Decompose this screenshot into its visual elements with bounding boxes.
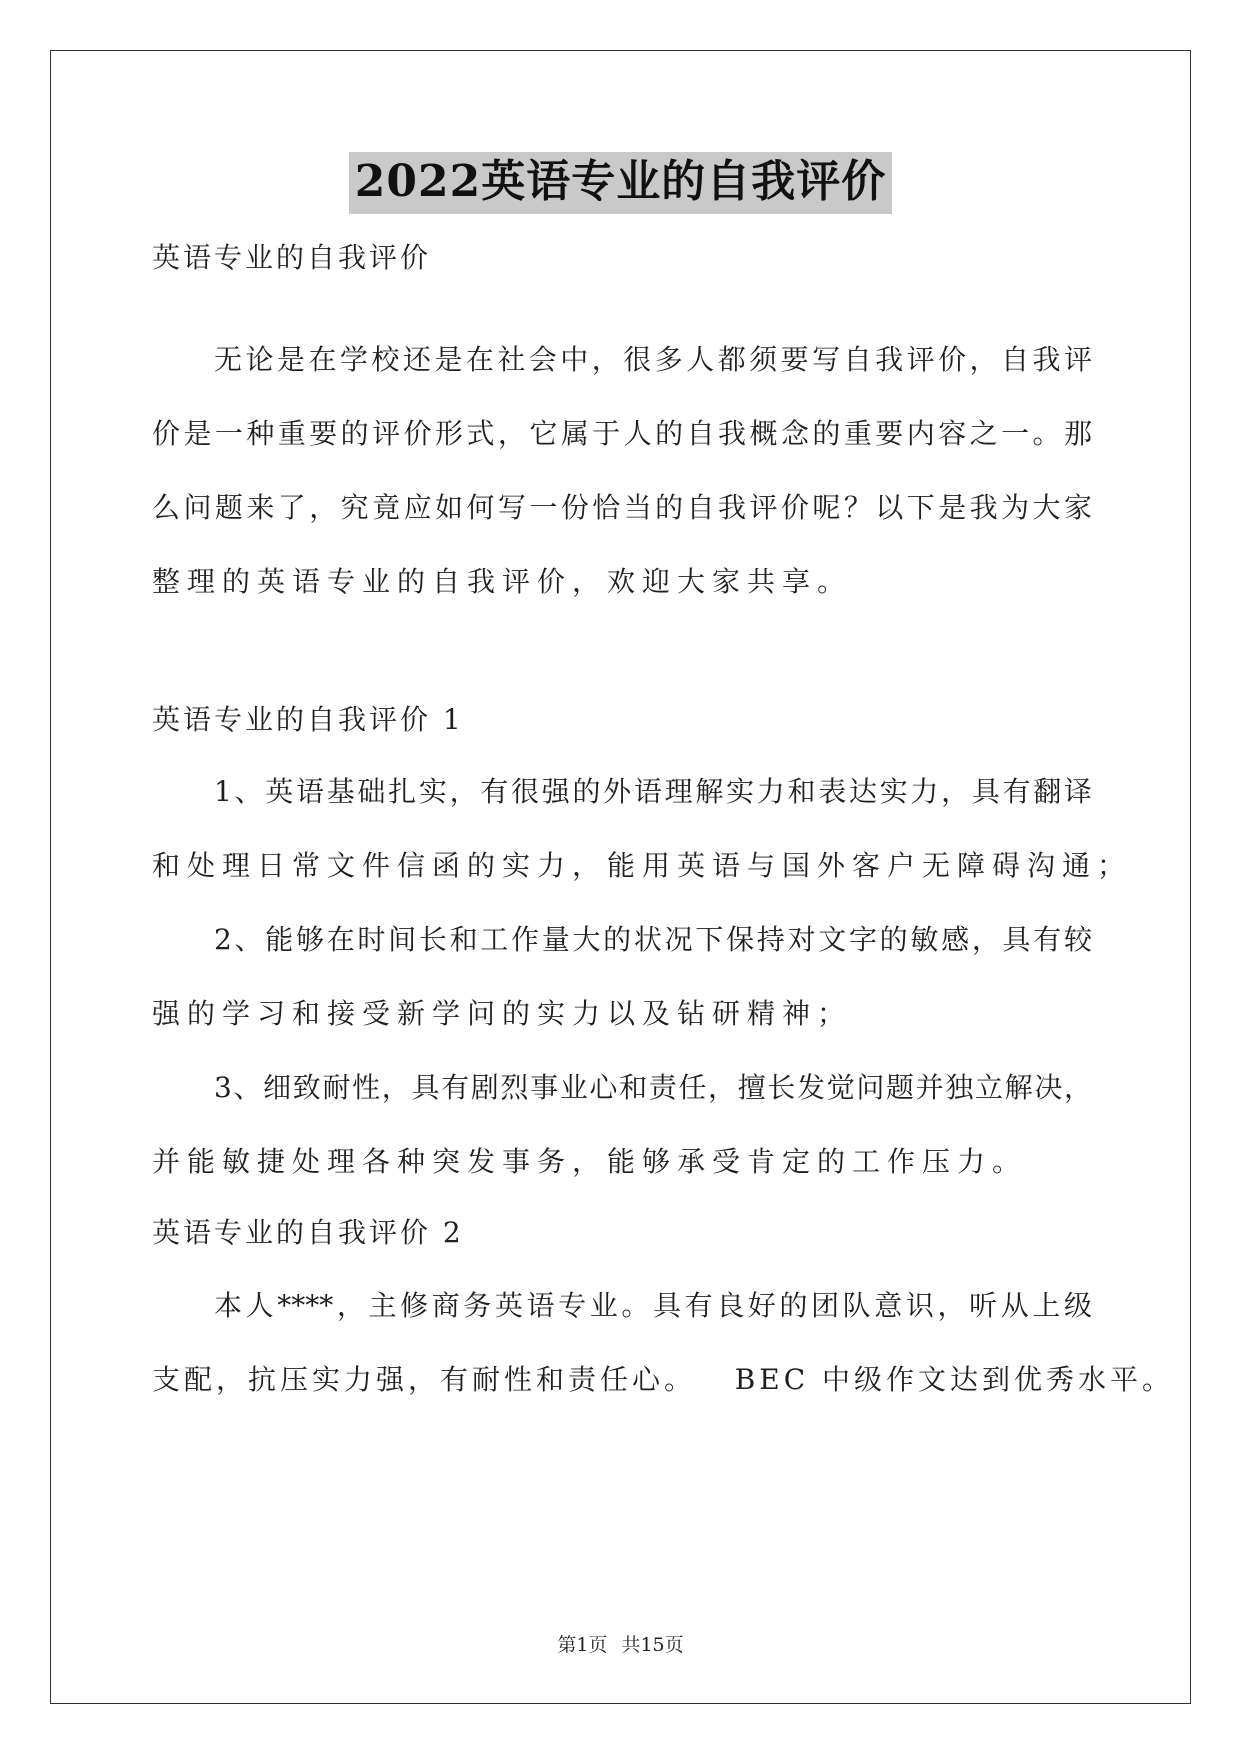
paragraph-line: 和处理日常文件信函的实力，能用英语与国外客户无障碍沟通； [152,849,1133,882]
section-heading-2: 英语专业的自我评价 2 [152,1216,464,1249]
paragraph-line: 1、英语基础扎实，有很强的外语理解实力和表达实力，具有翻译 [214,775,1092,808]
paragraph-line: 本人****，主修商务英语专业。具有良好的团队意识，听从上级 [214,1289,1092,1322]
page-footer [0,1630,1241,1657]
paragraph-line: 3、细致耐性，具有剧烈事业心和责任，擅长发觉问题并独立解决， [214,1071,1092,1104]
section-heading-1: 英语专业的自我评价 1 [152,703,464,736]
document-title: 2022英语专业的自我评价 [349,152,892,214]
paragraph-line: 整理的英语专业的自我评价，欢迎大家共享。 [152,565,853,598]
paragraph-line: 2、能够在时间长和工作量大的状况下保持对文字的敏感，具有较 [214,923,1092,956]
paragraph-line: 并能敏捷处理各种突发事务，能够承受肯定的工作压力。 [152,1145,1028,1178]
paragraph-line: 无论是在学校还是在社会中，很多人都须要写自我评价，自我评 [214,343,1092,376]
paragraph-line: 么问题来了，究竟应如何写一份恰当的自我评价呢？以下是我为大家 [152,491,1092,524]
title-container [0,152,1241,214]
paragraph-line: 强的学习和接受新学问的实力以及钻研精神； [152,997,853,1030]
page-total: 共15页 [621,1634,684,1656]
paragraph-line: 支配，抗压实力强，有耐性和责任心。 BEC 中级作文达到优秀水平。 [152,1363,1175,1396]
page-number: 第1页 [557,1634,608,1656]
paragraph-line: 价是一种重要的评价形式，它属于人的自我概念的重要内容之一。那 [152,417,1092,450]
subtitle: 英语专业的自我评价 [152,241,432,274]
